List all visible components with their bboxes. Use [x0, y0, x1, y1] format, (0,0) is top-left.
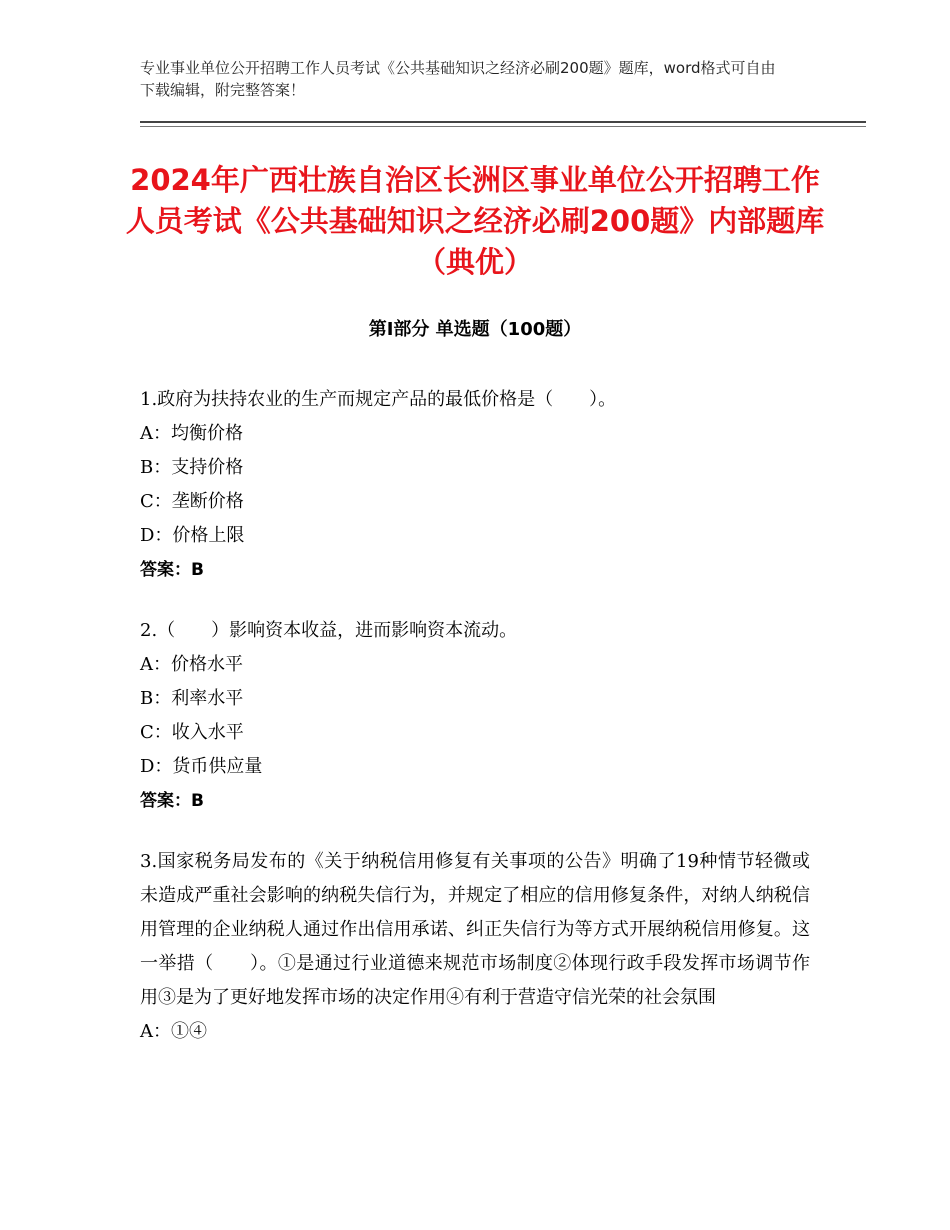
option-a: A：价格水平 — [140, 654, 243, 675]
question-stem: 2.（ ）影响资本收益，进而影响资本流动。 — [140, 620, 518, 641]
answer-line: 答案：B — [140, 791, 204, 811]
section-title: 第Ⅰ部分 单选题（100题） — [368, 319, 582, 340]
question-stem: 3.国家税务局发布的《关于纳税信用修复有关事项的公告》明确了19种情节轻微或未造成严重社会影响的纳税失信行为，并规定了相应的信用修复条件，对纳人纳税信用管理的企业纳税人通过作出信用承诺、纠正失信行为等方式开展纳税信用修复。这一举措（ ）。①是通过行业道德来规范市场制度②体现行政手段发挥市场调节作用③是为了更好地发挥市场的决定作用④有利于营造守信光荣的社会氛围 — [140, 851, 810, 1008]
option-c: C：垄断价格 — [140, 491, 244, 512]
question-1 — [140, 383, 810, 587]
option-b: B：利率水平 — [140, 688, 244, 709]
option-c: C：收入水平 — [140, 722, 244, 743]
answer-line: 答案：B — [140, 560, 204, 580]
question-stem: 1.政府为扶持农业的生产而规定产品的最低价格是（ ）。 — [140, 389, 617, 410]
question-2 — [140, 614, 810, 818]
option-b: B：支持价格 — [140, 457, 244, 478]
option-a: A：①④ — [140, 1021, 207, 1042]
header-divider-thick — [140, 121, 866, 123]
option-d: D：价格上限 — [140, 525, 245, 546]
option-d: D：货币供应量 — [140, 756, 263, 777]
question-3 — [140, 845, 810, 1049]
document-title: 2024年广西壮族自治区长洲区事业单位公开招聘工作人员考试《公共基础知识之经济必刷200题》内部题库（典优） — [125, 163, 825, 279]
question-list — [140, 383, 810, 1076]
header-divider-thin — [140, 126, 866, 127]
option-a: A：均衡价格 — [140, 423, 243, 444]
header-note: 专业事业单位公开招聘工作人员考试《公共基础知识之经济必刷200题》题库，word格式可自由下载编辑，附完整答案！ — [140, 59, 776, 99]
